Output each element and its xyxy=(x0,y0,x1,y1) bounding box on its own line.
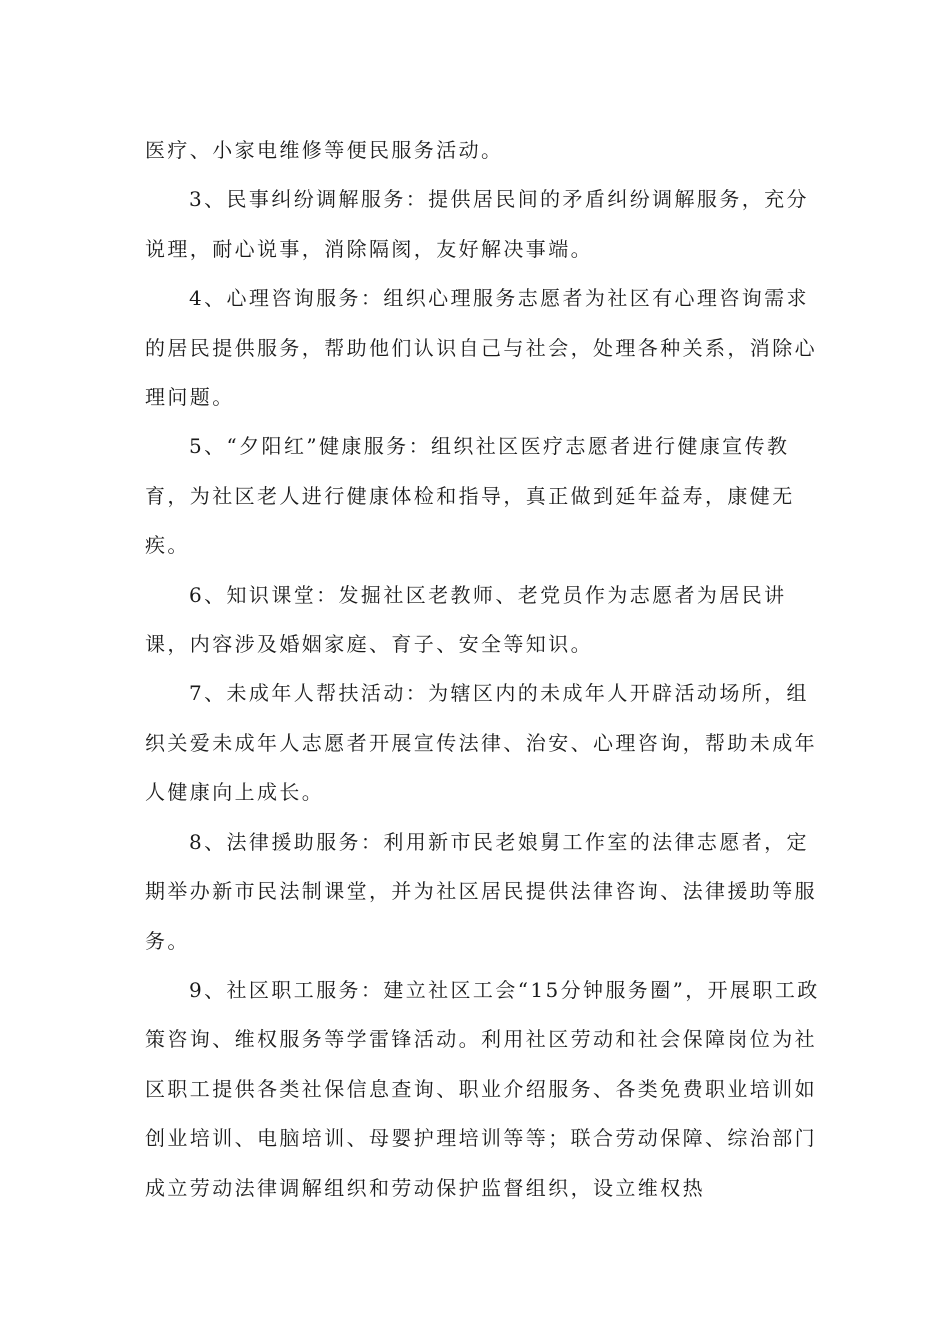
paragraph-item-3: 3、民事纠纷调解服务：提供居民间的矛盾纠纷调解服务，充分说理，耐心说事，消除隔阂，友好解决事端。 xyxy=(145,187,809,261)
paragraph-item-6: 6、知识课堂：发掘社区老教师、老党员作为志愿者为居民讲课，内容涉及婚姻家庭、育子、安全等知识。 xyxy=(145,582,787,657)
document-body xyxy=(145,126,825,1213)
paragraph-item-5: 5、“夕阳红”健康服务：组织社区医疗志愿者进行健康宣传教育，为社区老人进行健康体检和指导，真正做到延年益寿，康健无疾。 xyxy=(145,434,795,558)
paragraph-item-4: 4、心理咨询服务：组织心理服务志愿者为社区有心理咨询需求的居民提供服务，帮助他们认识自己与社会，处理各种关系，消除心理问题。 xyxy=(145,286,817,410)
paragraph-item-9: 9、社区职工服务：建立社区工会“15分钟服务圈”，开展职工政策咨询、维权服务等学雷锋活动。利用社区劳动和社会保障岗位为社区职工提供各类社保信息查询、职业介绍服务、各类免费职业培训如创业培训、电脑培训、母婴护理培训等等；联合劳动保障、综治部门成立劳动法律调解组织和劳动保护监督组织，设立维权热 xyxy=(145,977,820,1200)
paragraph-continuation: 医疗、小家电维修等便民服务活动。 xyxy=(145,138,504,162)
paragraph-item-7: 7、未成年人帮扶活动：为辖区内的未成年人开辟活动场所，组织关爱未成年人志愿者开展宣传法律、治安、心理咨询，帮助未成年人健康向上成长。 xyxy=(145,681,817,805)
paragraph-item-8: 8、法律援助服务：利用新市民老娘舅工作室的法律志愿者，定期举办新市民法制课堂，并为社区居民提供法律咨询、法律援助等服务。 xyxy=(145,829,817,953)
